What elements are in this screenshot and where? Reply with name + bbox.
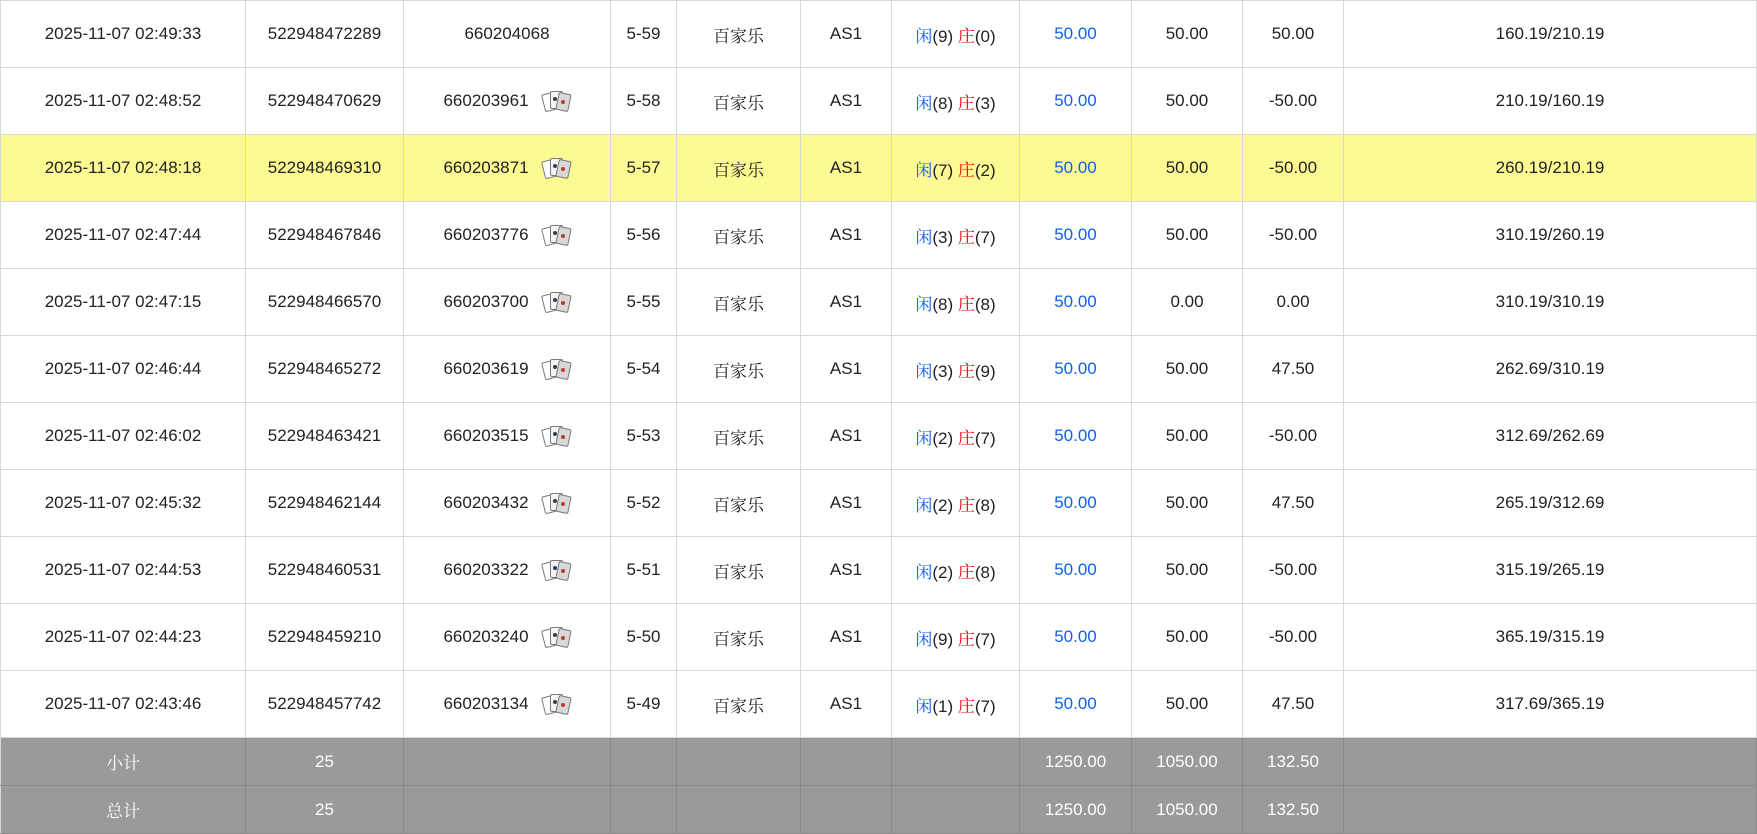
cell-bet-amount[interactable] (1020, 202, 1132, 269)
cell-table: AS1 (801, 537, 892, 604)
cards-icon[interactable] (543, 89, 571, 113)
player-value: (8) (932, 294, 954, 314)
cell-table: AS1 (801, 135, 892, 202)
bet-amount-link[interactable]: 50.00 (1054, 292, 1097, 311)
cell-bet-id: 522948463421 (246, 403, 404, 470)
cell-valid-amount: 0.00 (1132, 269, 1243, 336)
cell-balance: 310.19/260.19 (1344, 202, 1757, 269)
subtotal-blank-shoe (611, 738, 677, 786)
cell-table: AS1 (801, 470, 892, 537)
cell-valid-amount: 50.00 (1132, 671, 1243, 738)
cell-balance: 262.69/310.19 (1344, 336, 1757, 403)
cell-balance: 160.19/210.19 (1344, 1, 1757, 68)
cell-bet-amount[interactable] (1020, 604, 1132, 671)
total-win-loss: 132.50 (1243, 786, 1344, 834)
banker-value: (7) (974, 227, 996, 247)
cell-result (892, 1, 1020, 68)
cell-balance: 310.19/310.19 (1344, 269, 1757, 336)
round-id-text: 660203432 (443, 493, 529, 512)
bet-amount-link[interactable]: 50.00 (1054, 560, 1097, 579)
cell-shoe: 5-49 (611, 671, 677, 738)
table-row[interactable] (1, 1, 1757, 68)
cell-table: AS1 (801, 68, 892, 135)
table-row[interactable] (1, 604, 1757, 671)
cell-game: 百家乐 (677, 537, 801, 604)
banker-value: (8) (974, 562, 996, 582)
cell-bet-amount[interactable] (1020, 269, 1132, 336)
cell-shoe: 5-50 (611, 604, 677, 671)
banker-value: (7) (974, 428, 996, 448)
cell-balance: 260.19/210.19 (1344, 135, 1757, 202)
cell-win-loss: -50.00 (1243, 68, 1344, 135)
cell-result (892, 537, 1020, 604)
cell-shoe: 5-51 (611, 537, 677, 604)
cell-result (892, 470, 1020, 537)
cell-result (892, 135, 1020, 202)
round-id-text: 660203871 (443, 158, 529, 177)
cell-time: 2025-11-07 02:46:44 (1, 336, 246, 403)
cell-bet-id: 522948465272 (246, 336, 404, 403)
player-value: (9) (932, 629, 954, 649)
cell-bet-amount[interactable] (1020, 1, 1132, 68)
cell-round-id (404, 135, 611, 202)
banker-label: 庄 (957, 629, 975, 649)
total-bet-amount: 1250.00 (1020, 786, 1132, 834)
round-id-text: 660203134 (443, 694, 529, 713)
total-blank-round (404, 786, 611, 834)
banker-label: 庄 (957, 361, 975, 381)
subtotal-bet-amount: 1250.00 (1020, 738, 1132, 786)
cell-valid-amount: 50.00 (1132, 336, 1243, 403)
cell-round-id (404, 1, 611, 68)
cards-icon[interactable] (543, 692, 571, 716)
subtotal-count: 25 (246, 738, 404, 786)
cell-shoe: 5-57 (611, 135, 677, 202)
banker-label: 庄 (957, 93, 975, 113)
bet-amount-link[interactable]: 50.00 (1054, 493, 1097, 512)
player-label: 闲 (915, 495, 933, 515)
table-row[interactable] (1, 269, 1757, 336)
cell-bet-id: 522948457742 (246, 671, 404, 738)
cell-game: 百家乐 (677, 470, 801, 537)
cell-valid-amount: 50.00 (1132, 68, 1243, 135)
table-row[interactable] (1, 671, 1757, 738)
cell-bet-id: 522948460531 (246, 537, 404, 604)
cell-result (892, 403, 1020, 470)
cell-bet-id: 522948470629 (246, 68, 404, 135)
cards-icon[interactable] (543, 424, 571, 448)
cell-result (892, 269, 1020, 336)
cell-shoe: 5-52 (611, 470, 677, 537)
total-count: 25 (246, 786, 404, 834)
cards-icon[interactable] (543, 357, 571, 381)
cell-game: 百家乐 (677, 135, 801, 202)
player-value: (1) (932, 696, 954, 716)
cell-result (892, 68, 1020, 135)
player-value: (2) (932, 428, 954, 448)
player-label: 闲 (915, 629, 933, 649)
total-label: 总计 (1, 786, 246, 834)
player-label: 闲 (915, 160, 933, 180)
cell-win-loss: -50.00 (1243, 604, 1344, 671)
banker-label: 庄 (957, 562, 975, 582)
player-value: (8) (932, 93, 954, 113)
banker-value: (7) (974, 629, 996, 649)
cell-valid-amount: 50.00 (1132, 202, 1243, 269)
cell-bet-id: 522948466570 (246, 269, 404, 336)
cell-shoe: 5-56 (611, 202, 677, 269)
player-value: (3) (932, 361, 954, 381)
cell-round-id (404, 202, 611, 269)
round-id-text: 660204068 (464, 24, 550, 43)
banker-value: (9) (974, 361, 996, 381)
subtotal-row (1, 738, 1757, 786)
subtotal-blank-result (892, 738, 1020, 786)
cell-game: 百家乐 (677, 336, 801, 403)
bet-amount-link[interactable]: 50.00 (1054, 158, 1097, 177)
cell-game: 百家乐 (677, 604, 801, 671)
banker-label: 庄 (957, 428, 975, 448)
cell-valid-amount: 50.00 (1132, 537, 1243, 604)
cell-time: 2025-11-07 02:45:32 (1, 470, 246, 537)
table-row[interactable] (1, 403, 1757, 470)
banker-value: (8) (974, 495, 996, 515)
cell-shoe: 5-55 (611, 269, 677, 336)
cell-time: 2025-11-07 02:44:53 (1, 537, 246, 604)
cell-valid-amount: 50.00 (1132, 135, 1243, 202)
cell-valid-amount: 50.00 (1132, 1, 1243, 68)
cell-win-loss: 47.50 (1243, 671, 1344, 738)
cell-win-loss: -50.00 (1243, 135, 1344, 202)
cell-game: 百家乐 (677, 403, 801, 470)
cell-round-id (404, 403, 611, 470)
total-row (1, 786, 1757, 834)
player-label: 闲 (915, 562, 933, 582)
table-row[interactable] (1, 537, 1757, 604)
total-blank-result (892, 786, 1020, 834)
banker-label: 庄 (957, 696, 975, 716)
cell-table: AS1 (801, 403, 892, 470)
total-valid-amount: 1050.00 (1132, 786, 1243, 834)
total-blank-game (677, 786, 801, 834)
subtotal-valid-amount: 1050.00 (1132, 738, 1243, 786)
player-value: (9) (932, 26, 954, 46)
cell-bet-amount[interactable] (1020, 336, 1132, 403)
cell-time: 2025-11-07 02:47:15 (1, 269, 246, 336)
cell-shoe: 5-59 (611, 1, 677, 68)
banker-label: 庄 (957, 227, 975, 247)
banker-value: (7) (974, 696, 996, 716)
table-row[interactable] (1, 470, 1757, 537)
banker-value: (8) (974, 294, 996, 314)
cell-game: 百家乐 (677, 202, 801, 269)
bet-amount-link[interactable]: 50.00 (1054, 225, 1097, 244)
cards-icon[interactable] (543, 290, 571, 314)
cards-icon[interactable] (543, 491, 571, 515)
cell-balance: 315.19/265.19 (1344, 537, 1757, 604)
cell-time: 2025-11-07 02:48:52 (1, 68, 246, 135)
cell-time: 2025-11-07 02:47:44 (1, 202, 246, 269)
cell-round-id (404, 269, 611, 336)
cell-balance: 317.69/365.19 (1344, 671, 1757, 738)
player-label: 闲 (915, 26, 933, 46)
cell-result (892, 604, 1020, 671)
player-value: (7) (932, 160, 954, 180)
cell-valid-amount: 50.00 (1132, 470, 1243, 537)
cell-round-id (404, 537, 611, 604)
table-row[interactable] (1, 68, 1757, 135)
banker-value: (3) (974, 93, 996, 113)
cell-bet-amount[interactable] (1020, 537, 1132, 604)
player-label: 闲 (915, 294, 933, 314)
cell-table: AS1 (801, 202, 892, 269)
bet-amount-link[interactable]: 50.00 (1054, 359, 1097, 378)
bet-amount-link[interactable]: 50.00 (1054, 24, 1097, 43)
cell-time: 2025-11-07 02:49:33 (1, 1, 246, 68)
cell-time: 2025-11-07 02:48:18 (1, 135, 246, 202)
bet-amount-link[interactable]: 50.00 (1054, 91, 1097, 110)
banker-value: (0) (974, 26, 996, 46)
cell-shoe: 5-53 (611, 403, 677, 470)
cell-balance: 265.19/312.69 (1344, 470, 1757, 537)
cell-win-loss: -50.00 (1243, 537, 1344, 604)
cell-round-id (404, 336, 611, 403)
cell-bet-amount[interactable] (1020, 135, 1132, 202)
cell-shoe: 5-54 (611, 336, 677, 403)
cell-result (892, 671, 1020, 738)
subtotal-blank-table (801, 738, 892, 786)
cell-time: 2025-11-07 02:44:23 (1, 604, 246, 671)
bet-amount-link[interactable]: 50.00 (1054, 426, 1097, 445)
cell-bet-amount[interactable] (1020, 403, 1132, 470)
player-label: 闲 (915, 93, 933, 113)
cell-result (892, 336, 1020, 403)
cell-bet-amount[interactable] (1020, 68, 1132, 135)
subtotal-win-loss: 132.50 (1243, 738, 1344, 786)
banker-label: 庄 (957, 294, 975, 314)
cards-icon[interactable] (543, 625, 571, 649)
cell-win-loss: 47.50 (1243, 470, 1344, 537)
cell-table: AS1 (801, 269, 892, 336)
player-label: 闲 (915, 428, 933, 448)
cell-round-id (404, 671, 611, 738)
cell-bet-id: 522948469310 (246, 135, 404, 202)
round-id-text: 660203240 (443, 627, 529, 646)
table-row[interactable] (1, 336, 1757, 403)
cell-table: AS1 (801, 336, 892, 403)
round-id-text: 660203515 (443, 426, 529, 445)
cell-game: 百家乐 (677, 1, 801, 68)
banker-label: 庄 (957, 495, 975, 515)
subtotal-blank-balance (1344, 738, 1757, 786)
player-value: (2) (932, 562, 954, 582)
cell-round-id (404, 470, 611, 537)
cell-bet-amount[interactable] (1020, 671, 1132, 738)
round-id-text: 660203619 (443, 359, 529, 378)
cell-bet-id: 522948459210 (246, 604, 404, 671)
cell-win-loss: 47.50 (1243, 336, 1344, 403)
table-row[interactable] (1, 202, 1757, 269)
cell-bet-id: 522948467846 (246, 202, 404, 269)
cell-table: AS1 (801, 604, 892, 671)
player-value: (2) (932, 495, 954, 515)
cell-balance: 365.19/315.19 (1344, 604, 1757, 671)
cards-icon[interactable] (543, 156, 571, 180)
cell-win-loss: 50.00 (1243, 1, 1344, 68)
cell-valid-amount: 50.00 (1132, 403, 1243, 470)
cell-round-id (404, 604, 611, 671)
total-blank-balance (1344, 786, 1757, 834)
round-id-text: 660203776 (443, 225, 529, 244)
bet-amount-link[interactable]: 50.00 (1054, 627, 1097, 646)
cell-game: 百家乐 (677, 269, 801, 336)
cell-result (892, 202, 1020, 269)
table-row[interactable] (1, 135, 1757, 202)
round-id-text: 660203961 (443, 91, 529, 110)
round-id-text: 660203322 (443, 560, 529, 579)
total-blank-table (801, 786, 892, 834)
player-value: (3) (932, 227, 954, 247)
player-label: 闲 (915, 227, 933, 247)
round-id-text: 660203700 (443, 292, 529, 311)
subtotal-blank-game (677, 738, 801, 786)
total-blank-shoe (611, 786, 677, 834)
banker-label: 庄 (957, 160, 975, 180)
cell-table: AS1 (801, 1, 892, 68)
player-label: 闲 (915, 361, 933, 381)
cell-game: 百家乐 (677, 671, 801, 738)
player-label: 闲 (915, 696, 933, 716)
cell-shoe: 5-58 (611, 68, 677, 135)
cell-valid-amount: 50.00 (1132, 604, 1243, 671)
cards-icon[interactable] (543, 558, 571, 582)
cell-bet-id: 522948472289 (246, 1, 404, 68)
bet-amount-link[interactable]: 50.00 (1054, 694, 1097, 713)
cell-table: AS1 (801, 671, 892, 738)
subtotal-label: 小计 (1, 738, 246, 786)
banker-label: 庄 (957, 26, 975, 46)
cell-bet-amount[interactable] (1020, 470, 1132, 537)
cell-game: 百家乐 (677, 68, 801, 135)
cell-win-loss: 0.00 (1243, 269, 1344, 336)
cell-balance: 312.69/262.69 (1344, 403, 1757, 470)
cell-balance: 210.19/160.19 (1344, 68, 1757, 135)
cards-icon[interactable] (543, 223, 571, 247)
cell-bet-id: 522948462144 (246, 470, 404, 537)
cell-round-id (404, 68, 611, 135)
cell-win-loss: -50.00 (1243, 202, 1344, 269)
cell-win-loss: -50.00 (1243, 403, 1344, 470)
subtotal-blank-round (404, 738, 611, 786)
cell-time: 2025-11-07 02:46:02 (1, 403, 246, 470)
cell-time: 2025-11-07 02:43:46 (1, 671, 246, 738)
bet-history-body (1, 1, 1757, 834)
banker-value: (2) (974, 160, 996, 180)
